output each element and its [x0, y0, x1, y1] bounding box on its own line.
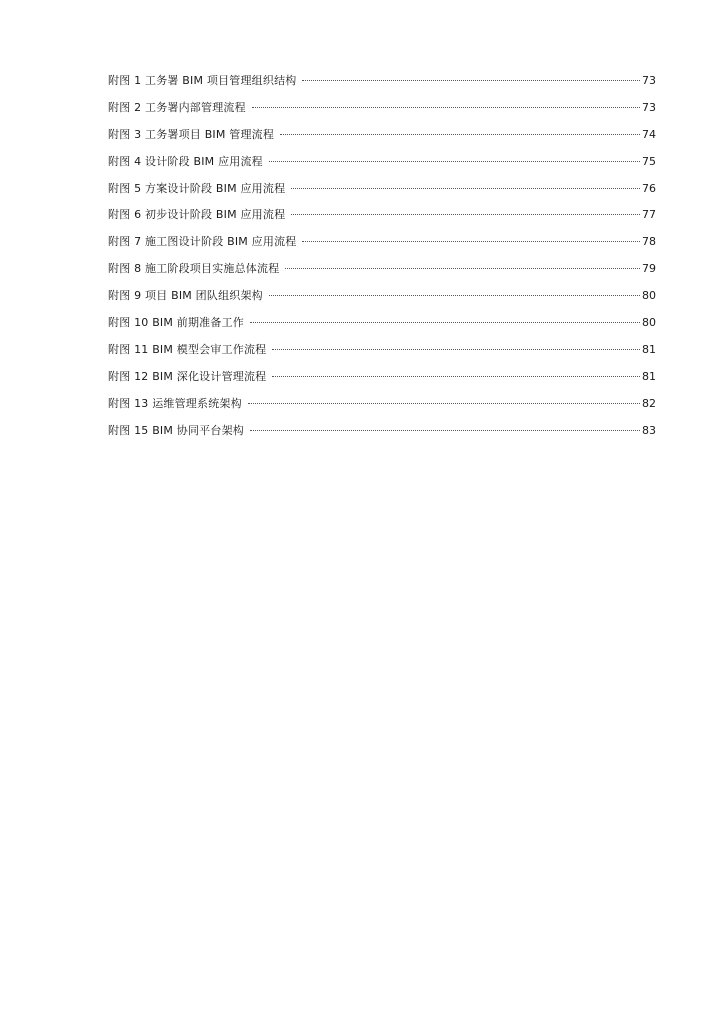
- dot-leader: [291, 214, 640, 215]
- toc-entry-title: 附图 8 施工阶段项目实施总体流程: [108, 262, 280, 276]
- toc-entry[interactable]: [108, 101, 656, 128]
- toc-entry-page: 80: [642, 289, 656, 303]
- toc-entry-title: 附图 5 方案设计阶段 BIM 应用流程: [108, 181, 286, 195]
- toc-entry-title: 附图 2 工务署内部管理流程: [108, 100, 246, 114]
- dot-leader: [272, 376, 640, 377]
- dot-leader: [269, 161, 640, 162]
- toc-entry-page: 81: [642, 342, 656, 356]
- toc-entry-title: 附图 10 BIM 前期准备工作: [108, 316, 244, 330]
- dot-leader: [250, 430, 640, 431]
- toc-entry[interactable]: [108, 370, 656, 397]
- toc-entry[interactable]: [108, 289, 656, 316]
- toc-entry-title: 附图 11 BIM 模型会审工作流程: [108, 342, 267, 356]
- toc-entry-title: 附图 1 工务署 BIM 项目管理组织结构: [108, 74, 297, 87]
- toc-entry-page: 83: [642, 423, 656, 437]
- dot-leader: [280, 134, 640, 135]
- toc-entry-page: 73: [642, 100, 656, 114]
- toc-entry[interactable]: [108, 424, 656, 451]
- figure-list: [108, 74, 656, 450]
- toc-entry-page: 82: [642, 396, 656, 410]
- dot-leader: [302, 80, 640, 81]
- toc-entry-title: 附图 3 工务署项目 BIM 管理流程: [108, 127, 275, 141]
- toc-entry[interactable]: [108, 343, 656, 370]
- dot-leader: [302, 241, 640, 242]
- toc-entry-title: 附图 6 初步设计阶段 BIM 应用流程: [108, 208, 286, 222]
- dot-leader: [248, 403, 640, 404]
- toc-entry[interactable]: [108, 235, 656, 262]
- toc-entry-title: 附图 12 BIM 深化设计管理流程: [108, 369, 267, 383]
- toc-entry[interactable]: [108, 128, 656, 155]
- toc-entry-title: 附图 4 设计阶段 BIM 应用流程: [108, 154, 263, 168]
- dot-leader: [250, 322, 640, 323]
- toc-entry-page: 79: [642, 262, 656, 276]
- toc-entry-page: 77: [642, 208, 656, 222]
- toc-entry-page: 74: [642, 127, 656, 141]
- dot-leader: [269, 295, 640, 296]
- dot-leader: [252, 107, 640, 108]
- dot-leader: [285, 268, 640, 269]
- toc-entry-title: 附图 7 施工图设计阶段 BIM 应用流程: [108, 235, 297, 249]
- toc-entry-page: 75: [642, 154, 656, 168]
- toc-entry[interactable]: [108, 208, 656, 235]
- toc-entry-title: 附图 9 项目 BIM 团队组织架构: [108, 289, 263, 303]
- toc-entry[interactable]: [108, 182, 656, 209]
- toc-entry[interactable]: [108, 74, 656, 101]
- toc-entry[interactable]: [108, 316, 656, 343]
- toc-entry-page: 81: [642, 369, 656, 383]
- toc-entry[interactable]: [108, 155, 656, 182]
- toc-entry[interactable]: [108, 397, 656, 424]
- toc-entry-page: 76: [642, 181, 656, 195]
- dot-leader: [272, 349, 640, 350]
- toc-entry-title: 附图 15 BIM 协同平台架构: [108, 423, 244, 437]
- toc-entry[interactable]: [108, 262, 656, 289]
- toc-entry-page: 80: [642, 316, 656, 330]
- toc-entry-title: 附图 13 运维管理系统架构: [108, 396, 242, 410]
- dot-leader: [291, 188, 640, 189]
- toc-entry-page: 78: [642, 235, 656, 249]
- toc-entry-page: 73: [642, 74, 656, 87]
